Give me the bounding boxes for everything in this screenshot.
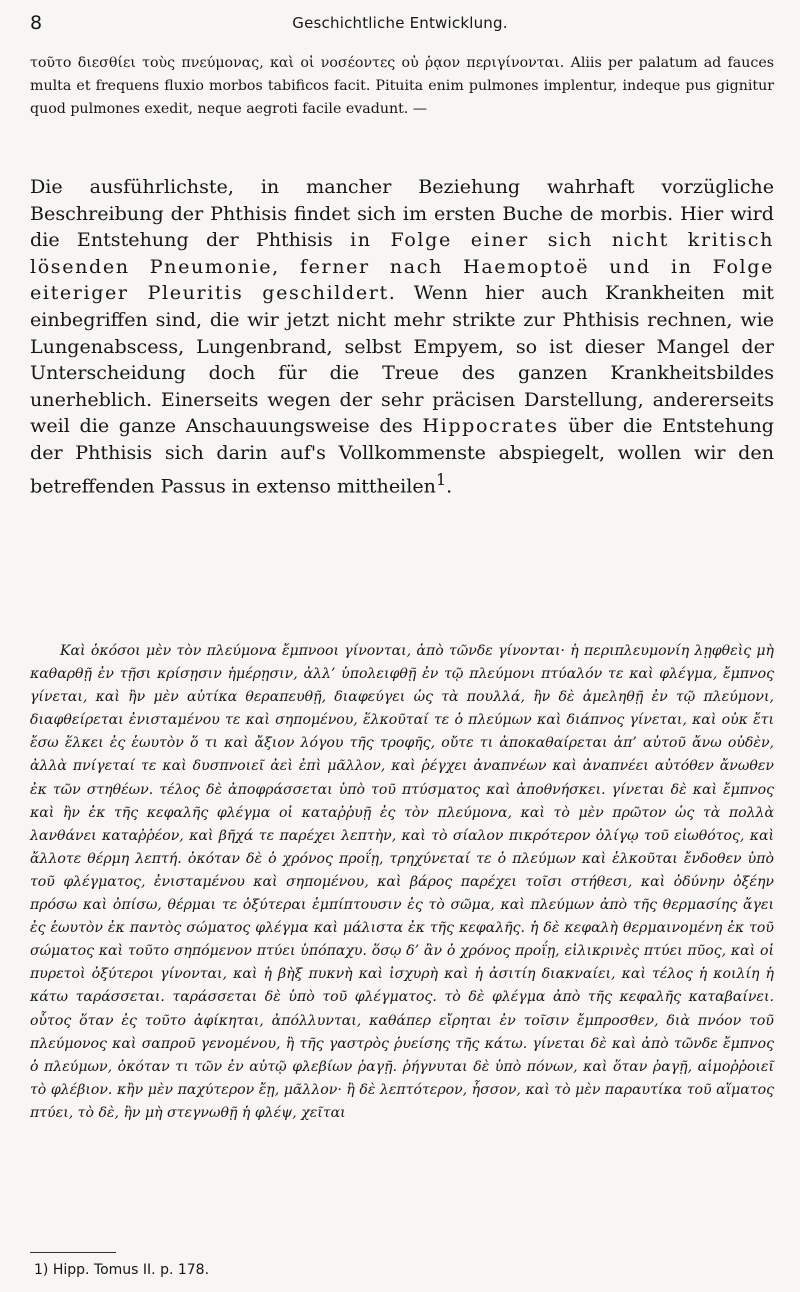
footnote-marker: 1) [34, 1262, 49, 1278]
emphasized-causes: in Folge einer sich nicht kritisch lösenden Pneumonie, ferner nach Haemoptoë und in Folge eiteriger Pleuritis geschildert. [30, 228, 774, 305]
body-text-3: über die Entstehung der Phthisis sich darin auf's Vollkommenste abspiegelt, wollen wir den betreffenden Passus in extenso mittheilen [30, 414, 774, 497]
latin-translation: Aliis per palatum ad fauces multa et frequens fluxio morbos tabificos facit. Pituita enim pulmones implentur, indeque pus gignitur quod pulmones exedit, neque aegroti facile evadunt. — [30, 55, 774, 117]
page-header [0, 12, 800, 40]
lead-paragraph [30, 52, 774, 121]
body-text-2: Wenn hier auch Krankheiten mit einbegriffen sind, die wir jetzt nicht mehr strikte zur Phthisis rechnen, wie Lungenabscess, Lungenbrand, selbst Empyem, so ist dieser Mangel der Unterscheidung doch für die Treue des ganzen Krankheitsbildes unerheblich. Einerseits wegen der sehr präcisen Darstellung, andererseits weil die ganze Anschauungsweise des [30, 281, 774, 438]
footnote-reference: 1 [435, 469, 447, 489]
footnote-text: Hipp. Tomus II. p. 178. [52, 1262, 210, 1278]
greek-quote: τοῦτο διεσθίει τοὺς πνεύμονας, καὶ οἱ νοσέοντες οὐ ῥᾳον περιγίνονται. [30, 55, 565, 71]
body-paragraph [30, 174, 774, 499]
body-text-1: Die ausführlichste, in mancher Beziehung wahrhaft vorzügliche Beschreibung der Phthisis findet sich im ersten Buche de morbis. Hier wird die Entstehung der Phthisis [30, 175, 774, 252]
greek-passage: Καὶ ὁκόσοι μὲν τὸν πλεύμονα ἔμπνοοι γίνονται, ἀπὸ τῶνδε γίνονται· ἡ περιπλευμονίη λῃφθεὶς μὴ καθαρθῇ ἐν τῇσι κρίσῃσιν ἡμέρῃσιν, ἀλλ’ ὑπολειφθῇ ἐν τῷ πλεύμονι πτύαλόν τε καὶ φλέγμα, ἔμπνος γίνεται, καὶ ἢν μὲν αὐτίκα θεραπευθῇ, διαφεύγει ὡς τὰ πουλλά, ἢν δὲ ἀμεληθῇ ἐν τῷ πλεύμονι, διαφθείρεται ἐνισταμένου τε καὶ σηπομένου, ἕλκοῦταί τε ὁ πλεύμων καὶ διάπνος γίνεται, καὶ οὐκ ἔτι ἔσω ἕλκει ἐς ἑωυτὸν ὅ τι καὶ ἄξιον λόγου τῆς τροφῆς, οὔτε τι ἀποκαθαίρεται ἀπ’ αὐτοῦ ἄνω οὐδὲν, ἀλλὰ πνίγεταί τε καὶ δυσπνοιεῖ ἀεὶ ἐπὶ μᾶλλον, καὶ ῥέγχει ἀναπνέων καὶ ἀναπνέει αὐτόθεν ἄνωθεν ἐκ τῶν στηθέων. τέλος δὲ ἀποφράσσεται ὑπὸ τοῦ πτύσματος καὶ ἀποθνήσκει. γίνεται δὲ καὶ ἔμπνος καὶ ἢν ἐκ τῆς κεφαλῆς φλέγμα οἱ καταῤῥυῇ ἐς τὸν πλεύμονα, καὶ τὸ μὲν πρῶτον ὡς τὰ πολλὰ λανθάνει καταῤῥέον, καὶ βῆχά τε παρέχει λεπτὴν, καὶ τὸ σίαλον πικρότερον ὀλίγῳ τοῦ εἰωθότος, καὶ ἄλλοτε θέρμη λεπτή. ὁκόταν δὲ ὁ χρόνος προΐῃ, τρηχύνεταί τε ὁ πλεύμων καὶ ἑλκοῦται ἔνδοθεν ὑπὸ τοῦ φλέγματος, ἐνισταμένου καὶ σηπομένου, καὶ βάρος παρέχει τοῖσι στήθεσι, καὶ ὀδύνην ὀξέην πρόσω καὶ ὀπίσω, θέρμαι τε ὀξύτεραι ἐμπίπτουσιν ἐς τὸ σῶμα, καὶ πλεύμων ἀπὸ τῆς θερμασίης ἄγει ἐς ἑωυτὸν ἐκ παντὸς σώματος φλέγμα καὶ μάλιστα ἐκ τῆς κεφαλῆς. ἡ δὲ κεφαλὴ θερμαινομένη ἐκ τοῦ σώματος καὶ τοῦτο σηπόμενον πτύει ὑπόπαχυ. ὅσῳ δ’ ἂν ὁ χρόνος προΐῃ, εἰλικρινὲς πτύει πῦος, καὶ οἱ πυρετοὶ ὀξύτεροι γίνονται, καὶ ἡ βὴξ πυκνὴ καὶ ἰσχυρὴ καὶ ἡ ἀσιτίη διακναίει, καὶ τέλος ἡ κοιλίη ἡ κάτω ταράσσεται. ταράσσεται δὲ ὑπὸ τοῦ φλέγματος. τὸ δὲ φλέγμα ἀπὸ τῆς κεφαλῆς καταβαίνει. οὗτος ὅταν ἐς τοῦτο ἀφίκηται, ἀπόλλυνται, καθάπερ εἴρηται ἐν τοῖσιν ἔμπροσθεν, διὰ πνόον τοῦ πλεύμονος καὶ σαπροῦ γενομένου, ἢ τῆς γαστρὸς ῥυείσης τῆς κάτω. γίνεται δὲ καὶ ἀπὸ τῶνδε ἔμπνος ὁ πλεύμων, ὁκόταν τι τῶν ἐν αὐτῷ φλεβίων ῥαγῇ. ῥήγνυται δὲ ὑπὸ πόνων, καὶ ὅταν ῥαγῇ, αἱμοῤῥοιεῖ τὸ φλέβιον. κἢν μὲν παχύτερον ἔῃ, μᾶλλον· ἢ δὲ λεπτότερον, ἧσσον, καὶ τὸ μὲν παραυτίκα τοῦ αἵματος πτύει, τὸ δὲ, ἢν μὴ στεγνωθῇ ἡ φλέψ, χεῖται [30, 643, 774, 1121]
running-head: Geschichtliche Entwicklung. [292, 14, 508, 32]
footnote-divider [30, 1252, 116, 1253]
page-number: 8 [30, 12, 43, 34]
body-text-4: . [446, 473, 453, 497]
author-name: Hippocrates [422, 414, 559, 438]
footnote [34, 1262, 209, 1278]
